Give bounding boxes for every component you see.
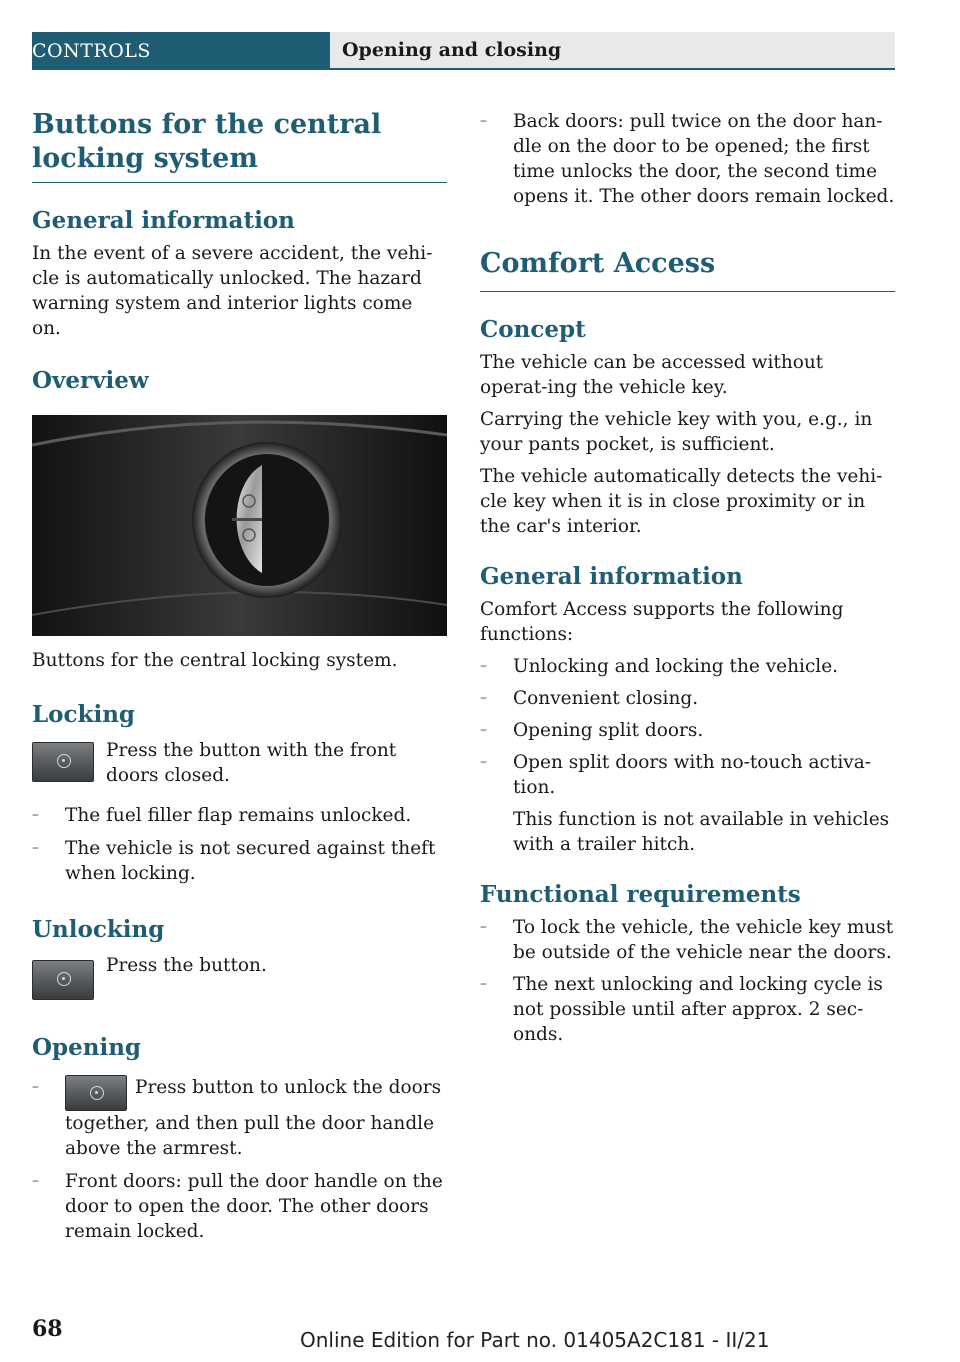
unlocking-instruction <box>32 955 447 1000</box>
central-locking-buttons-photo <box>32 415 447 636</box>
lock-button-icon <box>32 742 94 782</box>
right-column <box>480 109 895 1047</box>
concept-paragraph-2: Carrying the vehicle key with you, e.g., in your pants pocket, is sufficient. <box>480 409 873 455</box>
locking-instruction <box>32 742 447 792</box>
concept-heading: Concept <box>480 316 586 343</box>
list-item: – Back doors: pull twice on the door han-dle on the door to be opened; the first time unlocks the door, the second time opens it. The other doors remain locked. <box>480 109 896 209</box>
list-item: – Convenient closing. <box>480 686 895 711</box>
page-header <box>32 32 895 70</box>
list-item: – Open split doors with no-touch activa-tion. <box>480 750 896 800</box>
list-item: – To lock the vehicle, the vehicle key must be outside of the vehicle near the doors. <box>480 915 896 965</box>
chapter-tab <box>330 32 895 70</box>
title-divider <box>32 182 447 183</box>
locking-heading: Locking <box>32 701 135 728</box>
opening-heading: Opening <box>32 1034 142 1061</box>
functional-requirements-heading: Functional requirements <box>480 881 801 908</box>
list-item: – The fuel filler flap remains unlocked. <box>32 803 447 828</box>
general-information-heading-right: General information <box>480 563 743 590</box>
opening-item-1-text: Press button to unlock the doors together, and then pull the door handle above the armrest. <box>65 1077 442 1159</box>
left-column <box>32 100 447 1244</box>
concept-paragraph-1: The vehicle can be accessed without operat-ing the vehicle key. <box>480 352 824 398</box>
opening-list <box>32 1075 447 1244</box>
concept-paragraph-3: The vehicle automatically detects the vehi-cle key when it is in close proximity or in the car's interior. <box>480 466 883 537</box>
locking-text-line-2: doors closed. <box>106 765 230 786</box>
edition-footer: Online Edition for Part no. 01405A2C181 - II/21 <box>300 1328 770 1352</box>
list-item: – The vehicle is not secured against theft when locking. <box>32 836 448 886</box>
chapter-label: Opening and closing <box>342 39 562 61</box>
list-item: – Front doors: pull the door handle on the door to open the door. The other doors remain locked. <box>32 1169 448 1244</box>
title-divider <box>480 291 895 292</box>
unlock-button-icon <box>32 960 94 1000</box>
list-item <box>32 1075 448 1161</box>
section-label: CONTROLS <box>32 40 151 62</box>
list-item: – The next unlocking and locking cycle is not possible until after approx. 2 sec-onds. <box>480 972 896 1047</box>
comfort-access-title: Comfort Access <box>480 248 716 279</box>
function-note: This function is not available in vehicles with a trailer hitch. <box>513 809 890 855</box>
unlock-button-icon-inline <box>65 1075 127 1111</box>
unlocking-heading: Unlocking <box>32 916 165 943</box>
overview-heading: Overview <box>32 367 149 394</box>
unlocking-text: Press the button. <box>106 955 267 976</box>
locking-list <box>32 803 447 886</box>
door-panel-photo-illustration <box>32 415 447 636</box>
general-information-text: In the event of a severe accident, the vehi- cle is automatically unlocked. The hazard warning system and interior lights come on. <box>32 243 433 339</box>
locking-text-line-1: Press the button with the front <box>106 740 397 761</box>
requirements-list <box>480 915 895 1047</box>
list-item: – Unlocking and locking the vehicle. <box>480 654 895 679</box>
general-information-heading: General information <box>32 207 295 234</box>
section-tab <box>32 32 330 70</box>
photo-caption: Buttons for the central locking system. <box>32 650 398 671</box>
functions-list <box>480 654 895 857</box>
page-number: 68 <box>32 1316 63 1342</box>
list-item: – Opening split doors. <box>480 718 895 743</box>
section-title: Buttons for the central locking system <box>32 109 382 174</box>
general-information-text-right: Comfort Access supports the following functions: <box>480 599 844 645</box>
